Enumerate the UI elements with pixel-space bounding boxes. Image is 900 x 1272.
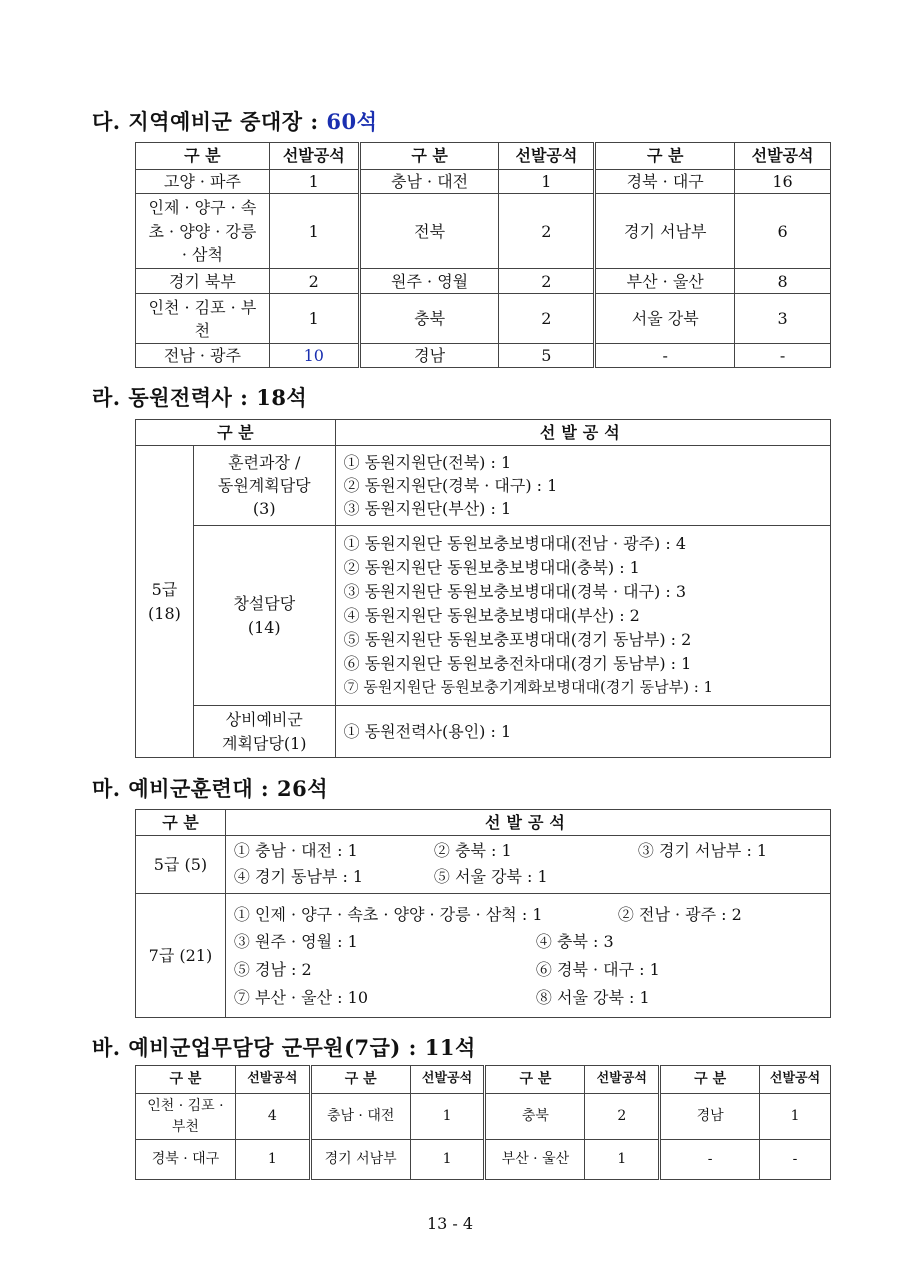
table-row	[136, 836, 831, 894]
table-cell: 경북 · 대구	[136, 1140, 236, 1180]
header-cell: 선발공석	[225, 810, 830, 836]
table-cell: -	[660, 1140, 760, 1180]
list-item: ④ 경기 동남부 : 1	[233, 866, 364, 886]
table-cell: 5	[499, 344, 595, 368]
list-item: ① 충남 · 대전 : 1	[233, 840, 358, 860]
list-item: ③ 동원지원단(부산) : 1	[343, 499, 512, 519]
header-cell: 선발공석	[585, 1066, 660, 1094]
header-cell: 구 분	[660, 1066, 760, 1094]
page-number: 13 - 4	[426, 1214, 474, 1233]
table-cell: 부산 · 울산	[485, 1140, 585, 1180]
list-item: ⑥ 경북 · 대구 : 1	[535, 959, 660, 979]
list-item: ⑦ 동원지원단 동원보충기계화보병대대(경기 동남부) : 1	[343, 678, 714, 697]
list-item: ⑤ 동원지원단 동원보충포병대대(경기 동남부) : 2	[343, 630, 692, 650]
table-row	[136, 294, 831, 344]
header-cell: 선발공석	[410, 1066, 485, 1094]
section-ra-table	[135, 419, 831, 758]
list-item: ⑤ 서울 강북 : 1	[433, 866, 548, 886]
table-cell: 인제 · 양구 · 속초 · 양양 · 강릉 · 삼척	[136, 194, 270, 269]
table-cell: 충남 · 대전	[359, 170, 499, 194]
list-item: ③ 원주 · 영월 : 1	[233, 931, 358, 951]
table-cell: 충북	[485, 1094, 585, 1140]
table-cell: 2	[499, 194, 595, 269]
list-item: ② 전남 · 광주 : 2	[617, 904, 742, 924]
table-cell: 7급 (21)	[136, 894, 226, 1018]
table-cell: 2	[269, 269, 359, 294]
table-cell: 10	[269, 344, 359, 368]
table-cell: 1	[499, 170, 595, 194]
list-item: ② 충북 : 1	[433, 840, 512, 860]
list-item: ⑧ 서울 강북 : 1	[535, 987, 650, 1007]
header-cell: 구 분	[595, 143, 735, 170]
table-cell: 1	[760, 1094, 831, 1140]
table-cell: 경기 북부	[136, 269, 270, 294]
table-cell: 상비예비군 계획담당(1)	[193, 706, 335, 758]
header-cell: 선발공석	[269, 143, 359, 170]
header-cell: 선발공석	[760, 1066, 831, 1094]
table-row	[136, 526, 831, 706]
table-cell: 훈련과장 / 동원계획담당 (3)	[193, 446, 335, 526]
table-cell: -	[595, 344, 735, 368]
table-cell: 창설담당 (14)	[193, 526, 335, 706]
table-cell: 4	[235, 1094, 310, 1140]
header-cell: 선발공석	[499, 143, 595, 170]
table-cell: 고양 · 파주	[136, 170, 270, 194]
table-cell	[225, 894, 830, 1018]
header-cell: 선발공석	[235, 1066, 310, 1094]
table-row	[136, 446, 831, 526]
table-cell: 부산 · 울산	[595, 269, 735, 294]
table-cell: 서울 강북	[595, 294, 735, 344]
section-da-count: 60석	[326, 109, 378, 134]
table-cell: 1	[269, 194, 359, 269]
section-da-title: 다. 지역예비군 중대장 : 60석	[92, 109, 378, 134]
list-item: ⑦ 부산 · 울산 : 10	[233, 987, 368, 1007]
list-item: ⑥ 동원지원단 동원보충전차대대(경기 동남부) : 1	[343, 654, 692, 674]
table-cell: 경남	[660, 1094, 760, 1140]
section-ba-table	[135, 1065, 831, 1180]
header-cell: 선발공석	[735, 143, 831, 170]
table-cell	[225, 836, 830, 894]
table-cell: 1	[235, 1140, 310, 1180]
table-cell: 1	[410, 1140, 485, 1180]
header-cell: 구 분	[136, 810, 226, 836]
table-cell: 1	[585, 1140, 660, 1180]
list-item: ① 인제 · 양구 · 속초 · 양양 · 강릉 · 삼척 : 1	[233, 904, 543, 924]
table-row	[136, 706, 831, 758]
table-row	[136, 344, 831, 368]
list-item: ③ 동원지원단 동원보충보병대대(경북 · 대구) : 3	[343, 582, 687, 602]
grade-cell: 5급 (18)	[136, 446, 194, 758]
table-row	[136, 1094, 831, 1140]
table-row	[136, 894, 831, 1018]
table-cell: 충남 · 대전	[310, 1094, 410, 1140]
table-cell: 원주 · 영월	[359, 269, 499, 294]
header-cell: 구 분	[136, 143, 270, 170]
table-cell: 3	[735, 294, 831, 344]
list-item: ④ 충북 : 3	[535, 931, 614, 951]
table-cell: 2	[585, 1094, 660, 1140]
table-cell: 충북	[359, 294, 499, 344]
header-cell: 구 분	[136, 1066, 236, 1094]
table-cell: 16	[735, 170, 831, 194]
table-cell: 인천 · 김포 · 부천	[136, 294, 270, 344]
table-cell: 경북 · 대구	[595, 170, 735, 194]
table-cell: -	[735, 344, 831, 368]
table-cell	[335, 526, 830, 706]
table-cell: -	[760, 1140, 831, 1180]
list-item: ③ 경기 서남부 : 1	[637, 840, 768, 860]
list-item: ② 동원지원단 동원보충보병대대(충북) : 1	[343, 558, 640, 578]
table-cell: 2	[499, 294, 595, 344]
table-cell: 인천 · 김포 · 부천	[136, 1094, 236, 1140]
section-ba-title: 바. 예비군업무담당 군무원(7급) : 11석	[92, 1035, 476, 1060]
table-cell: 경기 서남부	[310, 1140, 410, 1180]
header-cell: 선발공석	[335, 420, 830, 446]
list-item: ① 동원전력사(용인) : 1	[343, 721, 512, 741]
table-cell: 1	[269, 170, 359, 194]
table-cell: 2	[499, 269, 595, 294]
table-row	[136, 194, 831, 269]
table-cell: 전북	[359, 194, 499, 269]
table-row	[136, 170, 831, 194]
list-item: ① 동원지원단 동원보충보병대대(전남 · 광주) : 4	[343, 534, 687, 554]
table-cell	[335, 446, 830, 526]
list-item: ① 동원지원단(전북) : 1	[343, 452, 512, 472]
table-cell: 1	[410, 1094, 485, 1140]
list-item: ④ 동원지원단 동원보충보병대대(부산) : 2	[343, 606, 640, 626]
table-cell: 6	[735, 194, 831, 269]
table-cell: 5급 (5)	[136, 836, 226, 894]
header-cell: 구 분	[485, 1066, 585, 1094]
table-cell: 전남 · 광주	[136, 344, 270, 368]
table-cell	[335, 706, 830, 758]
table-cell: 경기 서남부	[595, 194, 735, 269]
table-cell: 1	[269, 294, 359, 344]
section-ma-table	[135, 809, 831, 1018]
header-cell: 구 분	[136, 420, 336, 446]
section-da-table	[135, 142, 831, 368]
section-ra-title: 라. 동원전력사 : 18석	[92, 385, 308, 410]
table-cell: 8	[735, 269, 831, 294]
table-row	[136, 269, 831, 294]
header-cell: 구 분	[359, 143, 499, 170]
list-item: ② 동원지원단(경북 · 대구) : 1	[343, 475, 558, 495]
section-ma-title: 마. 예비군훈련대 : 26석	[92, 776, 329, 801]
table-cell: 경남	[359, 344, 499, 368]
list-item: ⑤ 경남 : 2	[233, 959, 312, 979]
table-row	[136, 1140, 831, 1180]
header-cell: 구 분	[310, 1066, 410, 1094]
